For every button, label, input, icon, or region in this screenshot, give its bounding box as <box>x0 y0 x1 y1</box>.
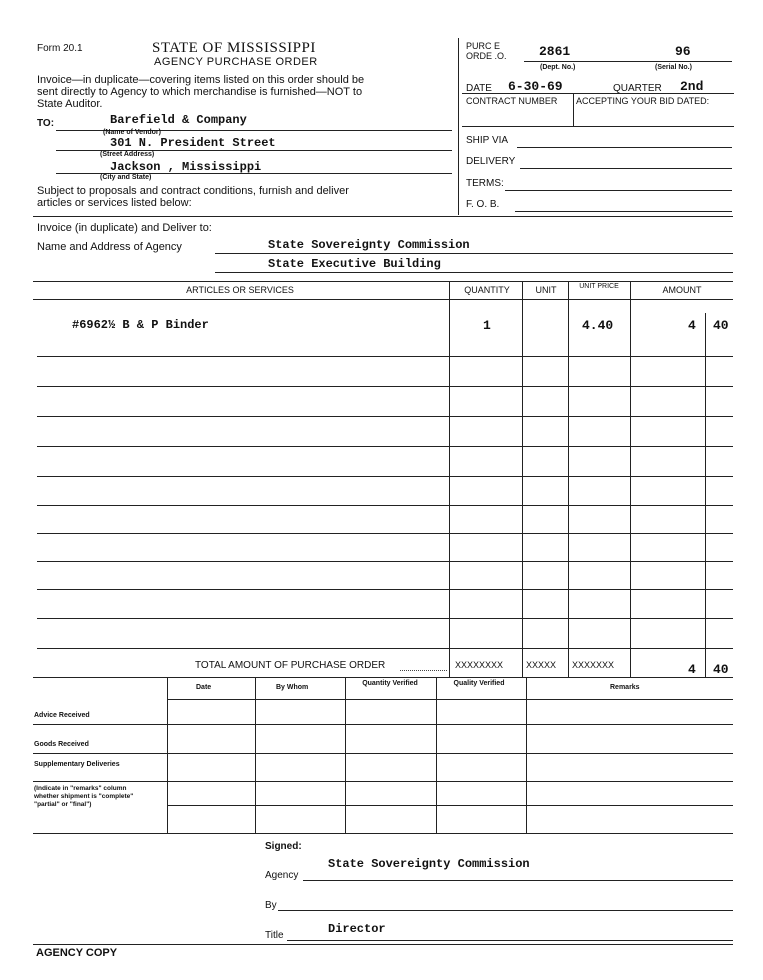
receipt-row-supplementary: Supplementary Deliveries <box>34 761 120 768</box>
to-label: TO: <box>37 118 55 129</box>
page-subtitle: AGENCY PURCHASE ORDER <box>154 56 318 68</box>
vendor-name-caption: (Name of Vendor) <box>103 129 161 136</box>
street-caption: (Street Address) <box>100 151 155 158</box>
receipt-row-advice: Advice Received <box>34 712 90 719</box>
receipt-by-whom-header: By Whom <box>276 684 309 691</box>
terms-label: TERMS: <box>466 178 504 189</box>
subject-text: Subject to proposals and contract conditions, furnish and deliver articles or services listed below: <box>37 185 349 209</box>
vendor-city-state: Jackson , Mississippi <box>110 160 262 174</box>
sign-by-label: By <box>265 900 277 911</box>
total-amount-dollars: 4 <box>688 662 696 677</box>
item-quantity: 1 <box>483 318 491 333</box>
sign-agency-label: Agency <box>265 870 299 881</box>
receipt-row-goods: Goods Received <box>34 741 89 748</box>
contract-number-label: CONTRACT NUMBER <box>466 96 558 106</box>
total-amount-cents: 40 <box>713 662 729 677</box>
bid-dated-label: ACCEPTING YOUR BID DATED: <box>576 96 710 106</box>
quarter-value: 2nd <box>680 79 704 94</box>
sign-agency-value: State Sovereignty Commission <box>328 857 530 871</box>
col-unit-price-header: UNIT PRICE <box>579 283 619 290</box>
signed-label: Signed: <box>265 841 302 852</box>
instructions: Invoice—in duplicate—covering items listed on this order should be sent directly to Agency to which merchandise is furnished—NOT to State Auditor. <box>37 74 365 110</box>
deliver-to-label: Invoice (in duplicate) and Deliver to: <box>37 222 212 234</box>
quarter-label: QUARTER <box>613 83 662 94</box>
col-articles-header: ARTICLES OR SERVICES <box>186 285 294 295</box>
po-label: PURC E ORDE .O. <box>466 41 507 61</box>
sign-title-label: Title <box>265 930 284 941</box>
item-unit-price: 4.40 <box>582 318 614 333</box>
agency-address: State Executive Building <box>268 257 441 271</box>
delivery-label: DELIVERY <box>466 156 516 167</box>
receipt-row-note: (Indicate in "remarks" column whether shipment is "complete" "partial" or "final") <box>34 785 134 808</box>
col-amount-header: AMOUNT <box>662 285 702 295</box>
date-label: DATE <box>466 83 492 94</box>
total-label: TOTAL AMOUNT OF PURCHASE ORDER <box>195 660 386 671</box>
item-amount-cents: 40 <box>713 318 729 333</box>
item-article: #6962½ B & P Binder <box>72 318 209 332</box>
receipt-remarks-header: Remarks <box>610 684 640 691</box>
ship-via-label: SHIP VIA <box>466 135 509 146</box>
agency-name: State Sovereignty Commission <box>268 238 470 252</box>
page-title: STATE OF MISSISSIPPI <box>152 40 316 56</box>
total-unit-mask: XXXXX <box>526 660 557 670</box>
receipt-date-header: Date <box>196 684 212 691</box>
dept-caption: (Dept. No.) <box>540 64 576 71</box>
serial-caption: (Serial No.) <box>655 64 692 71</box>
receipt-quantity-verified-header: Quantity Verified <box>362 680 418 687</box>
fob-label: F. O. B. <box>466 199 500 210</box>
col-quantity-header: QUANTITY <box>464 285 510 295</box>
total-quantity-mask: XXXXXXXX <box>455 660 504 670</box>
item-amount-dollars: 4 <box>688 318 696 333</box>
vendor-name: Barefield & Company <box>110 113 247 127</box>
vendor-street: 301 N. President Street <box>110 136 276 150</box>
serial-number: 96 <box>675 44 691 59</box>
city-caption: (City and State) <box>100 174 152 181</box>
form-number: Form 20.1 <box>37 43 83 54</box>
col-unit-header: UNIT <box>535 285 557 295</box>
receipt-quality-verified-header: Quality Verified <box>453 680 505 687</box>
total-price-mask: XXXXXXX <box>572 660 615 670</box>
agency-copy-label: AGENCY COPY <box>36 947 118 959</box>
sign-title-value: Director <box>328 922 386 936</box>
date-value: 6-30-69 <box>508 79 563 94</box>
dept-number: 2861 <box>539 44 571 59</box>
agency-address-label: Name and Address of Agency <box>37 241 182 253</box>
